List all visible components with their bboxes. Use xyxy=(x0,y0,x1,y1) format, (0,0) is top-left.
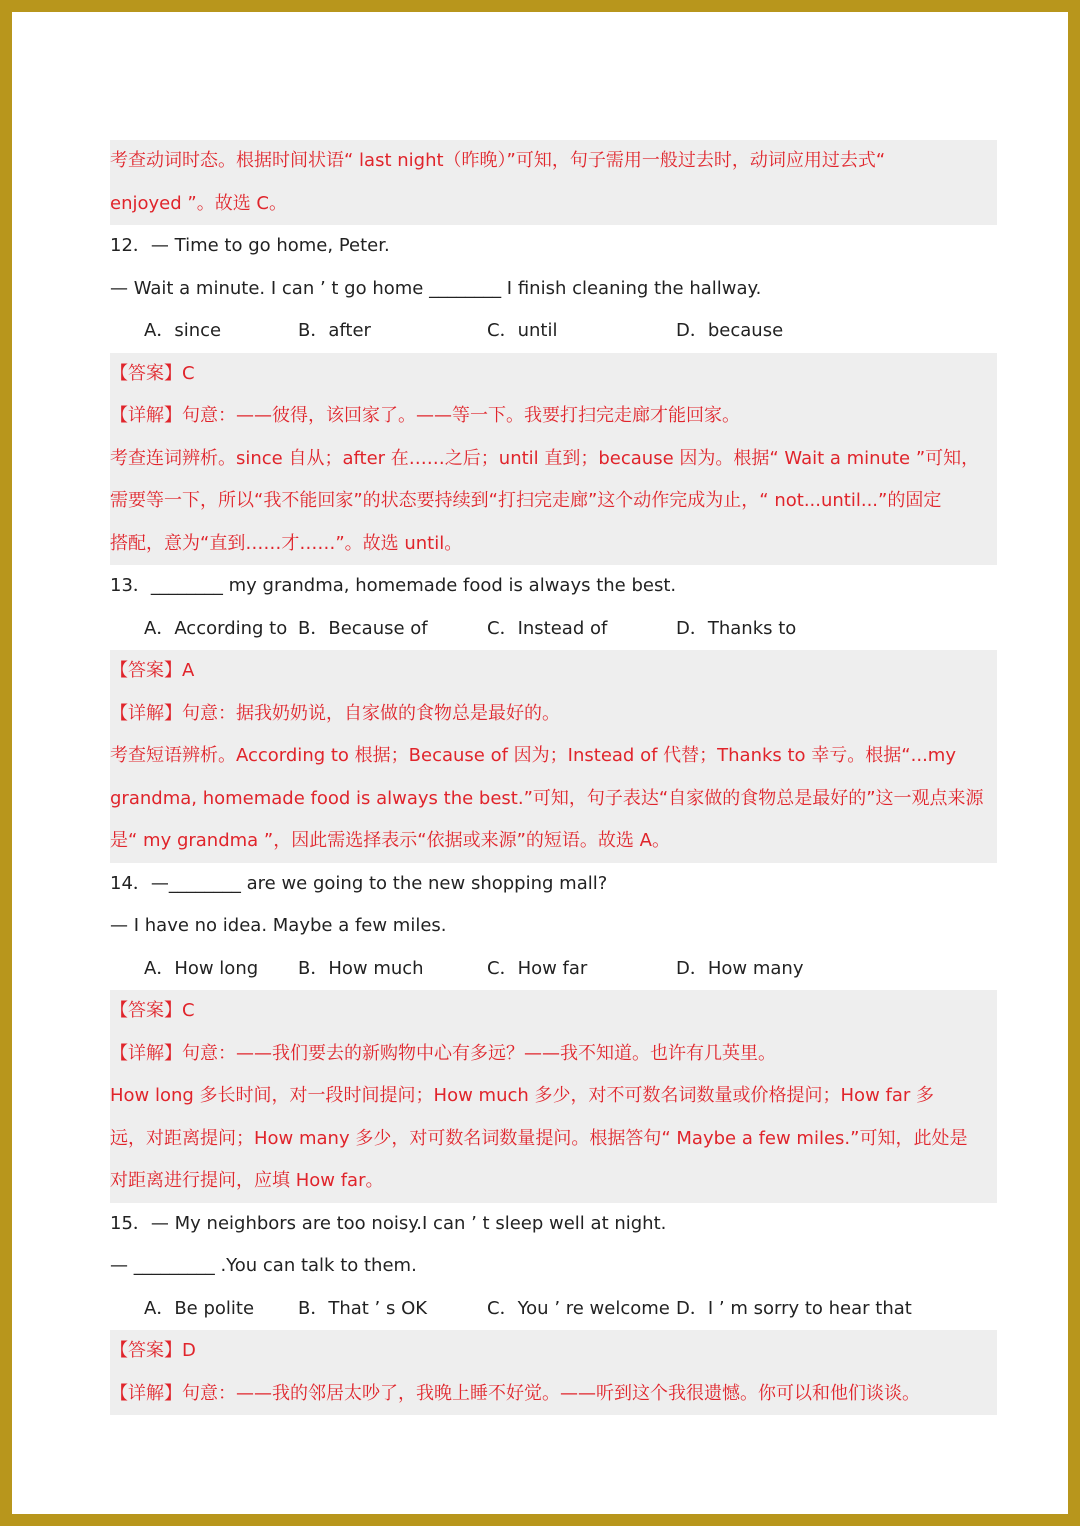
explanation-line: 考查短语辨析。According to 根据；Because of 因为；Instead of 代替；Thanks to 幸亏。根据“...my xyxy=(110,735,997,778)
option-c: C．How far xyxy=(487,957,588,979)
answer-options xyxy=(110,608,997,651)
explanation-line: 【答案】A xyxy=(110,650,997,693)
explanation-line: 是“ my grandma ”，因此需选择表示“依据或来源”的短语。故选 A。 xyxy=(110,820,997,863)
option-a: A．Be polite xyxy=(144,1297,255,1319)
explanation-line: 【答案】C xyxy=(110,353,997,396)
option-d: D．because xyxy=(676,320,784,341)
option-b: B．after xyxy=(298,320,371,341)
answer-options xyxy=(110,310,997,353)
question-line: — _________ .You can talk to them. xyxy=(110,1255,417,1276)
explanation-line: 【详解】句意：——彼得，该回家了。——等一下。我要打扫完走廊才能回家。 xyxy=(110,395,997,438)
option-d: D．Thanks to xyxy=(676,617,797,639)
explanation-line: enjoyed ”。故选 C。 xyxy=(110,183,997,226)
explanation-line: 【答案】C xyxy=(110,990,997,1033)
answer-options xyxy=(110,948,997,991)
explanation-line: 考查动词时态。根据时间状语“ last night（昨晚）”可知，句子需用一般过去时，动词应用过去式“ xyxy=(110,140,997,183)
option-b: B．How much xyxy=(298,957,424,979)
explanation-line: 搭配，意为“直到……才……”。故选 until。 xyxy=(110,523,997,566)
option-a: A．How long xyxy=(144,957,259,979)
option-b: B．Because of xyxy=(298,617,428,639)
explanation-line: 对距离进行提问，应填 How far。 xyxy=(110,1160,997,1203)
explanation-line: 【详解】句意：——我们要去的新购物中心有多远？——我不知道。也许有几英里。 xyxy=(110,1033,997,1076)
explanation-line: How long 多长时间，对一段时间提问；How much 多少，对不可数名词数量或价格提问；How far 多 xyxy=(110,1075,997,1118)
explanation-line: 【详解】句意：——我的邻居太吵了，我晚上睡不好觉。——听到这个我很遗憾。你可以和他们谈谈。 xyxy=(110,1373,997,1416)
question-line: 15．— My neighbors are too noisy.I can ’ t sleep well at night. xyxy=(110,1212,667,1234)
option-c: C．Instead of xyxy=(487,617,608,639)
explanation-line: 远，对距离提问；How many 多少，对可数名词数量提问。根据答句“ Maybe a few miles.”可知，此处是 xyxy=(110,1118,997,1161)
document-content xyxy=(110,140,997,1415)
option-d: D．How many xyxy=(676,957,804,979)
question-line: 14．—________ are we going to the new shopping mall? xyxy=(110,872,608,894)
explanation-line: grandma, homemade food is always the best.”可知，句子表达“自家做的食物总是最好的”这一观点来源 xyxy=(110,778,997,821)
question-line: — Wait a minute. I can ’ t go home ________ I finish cleaning the hallway. xyxy=(110,277,762,299)
option-c: C．You ’ re welcome xyxy=(487,1297,670,1319)
option-a: A．since xyxy=(144,320,222,341)
explanation-line: 需要等一下，所以“我不能回家”的状态要持续到“打扫完走廊”这个动作完成为止，“ not...until...”的固定 xyxy=(110,480,997,523)
question-line: — I have no idea. Maybe a few miles. xyxy=(110,915,447,936)
option-c: C．until xyxy=(487,320,558,341)
explanation-line: 【详解】句意：据我奶奶说，自家做的食物总是最好的。 xyxy=(110,693,997,736)
explanation-line: 【答案】D xyxy=(110,1330,997,1373)
explanation-line: 考查连词辨析。since 自从；after 在……之后；until 直到；because 因为。根据“ Wait a minute ”可知， xyxy=(110,438,997,481)
option-b: B．That ’ s OK xyxy=(298,1297,428,1319)
answer-options xyxy=(110,1288,997,1331)
question-line: 12．— Time to go home, Peter. xyxy=(110,235,390,256)
question-line: 13．________ my grandma, homemade food is always the best. xyxy=(110,575,677,596)
option-d: D．I ’ m sorry to hear that xyxy=(676,1297,912,1319)
option-a: A．According to xyxy=(144,617,288,639)
